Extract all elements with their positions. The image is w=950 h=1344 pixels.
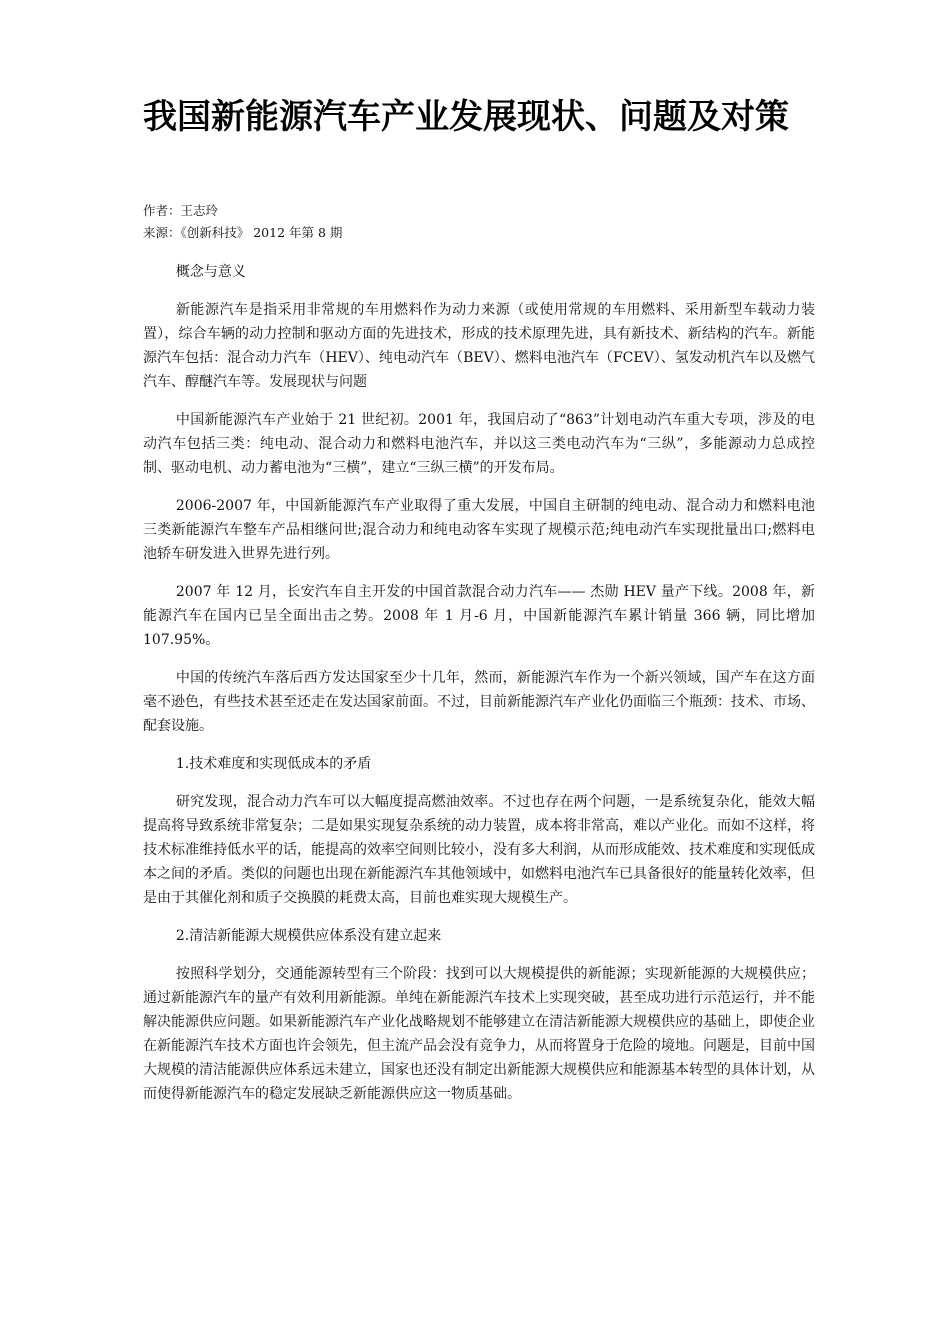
article-body xyxy=(143,260,815,1120)
paragraph-bottlenecks: 中国的传统汽车落后西方发达国家至少十几年，然而，新能源汽车作为一个新兴领域，国产车在这方面毫不逊色，有些技术甚至还走在发达国家前面。不过，目前新能源汽车产业化仍面临三个瓶颈：技术、市场、配套设施。 xyxy=(143,670,815,734)
source-line: 来源：《创新科技》 2012 年第 8 期 xyxy=(143,225,343,240)
paragraph-definition: 新能源汽车是指采用非常规的车用燃料作为动力来源（或使用常规的车用燃料、采用新型车载动力装置），综合车辆的动力控制和驱动方面的先进技术，形成的技术原理先进，具有新技术、新结构的汽车。新能源汽车包括：混合动力汽车（HEV）、纯电动汽车（BEV）、燃料电池汽车（FCEV）、氢发动机汽车以及燃气汽车、醇醚汽车等。发展现状与问题 xyxy=(143,302,815,390)
paragraph-2006-2007: 2006-2007 年，中国新能源汽车产业取得了重大发展，中国自主研制的纯电动、混合动力和燃料电池三类新能源汽车整车产品相继问世;混合动力和纯电动客车实现了规模示范;纯电动汽车实现批量出口;燃料电池轿车研发进入世界先进行列。 xyxy=(143,498,815,562)
author-line: 作者：王志玲 xyxy=(143,203,219,218)
paragraph-energy-supply: 按照科学划分，交通能源转型有三个阶段：找到可以大规模提供的新能源；实现新能源的大规模供应；通过新能源汽车的量产有效利用新能源。单纯在新能源汽车技术上实现突破，甚至成功进行示范运行，并不能解决能源供应问题。如果新能源汽车产业化战略规划不能够建立在清洁新能源大规模供应的基础上，即使企业在新能源汽车技术方面也许会领先，但主流产品会没有竞争力，从而将置身于危险的境地。问题是，目前中国大规模的清洁能源供应体系远未建立，国家也还没有制定出新能源大规模供应和能源基本转型的具体计划，从而使得新能源汽车的稳定发展缺乏新能源供应这一物质基础。 xyxy=(143,966,815,1102)
paragraph-history: 中国新能源汽车产业始于 21 世纪初。2001 年，我国启动了“863”计划电动汽车重大专项，涉及的电动汽车包括三类：纯电动、混合动力和燃料电池汽车，并以这三类电动汽车为“三纵”，多能源动力总成控制、驱动电机、动力蓄电池为“三横”，建立“三纵三横”的开发布局。 xyxy=(143,412,815,476)
paragraph-2007-2008: 2007 年 12 月，长安汽车自主开发的中国首款混合动力汽车—— 杰勋 HEV 量产下线。2008 年，新能源汽车在国内已呈全面出击之势。2008 年 1 月-6 月，中国新能源汽车累计销量 366 辆，同比增加 107.95%。 xyxy=(143,584,815,648)
section-heading-tech-cost: 1.技术难度和实现低成本的矛盾 xyxy=(175,756,372,772)
section-heading-concept: 概念与意义 xyxy=(175,264,246,280)
article-meta xyxy=(143,200,823,244)
document-title: 我国新能源汽车产业发展现状、问题及对策 xyxy=(143,97,789,137)
section-heading-energy-supply: 2.清洁新能源大规模供应体系没有建立起来 xyxy=(175,928,442,944)
paragraph-tech-cost: 研究发现，混合动力汽车可以大幅度提高燃油效率。不过也存在两个问题，一是系统复杂化，能效大幅提高将导致系统非常复杂；二是如果实现复杂系统的动力装置，成本将非常高，难以产业化。而如不这样，将技术标准维持低水平的话，能提高的效率空间则比较小，没有多大利润，从而形成能效、技术难度和实现低成本之间的矛盾。类似的问题也出现在新能源汽车其他领域中，如燃料电池汽车已具备很好的能量转化效率，但是由于其催化剂和质子交换膜的耗费太高，目前也难实现大规模生产。 xyxy=(143,794,815,906)
